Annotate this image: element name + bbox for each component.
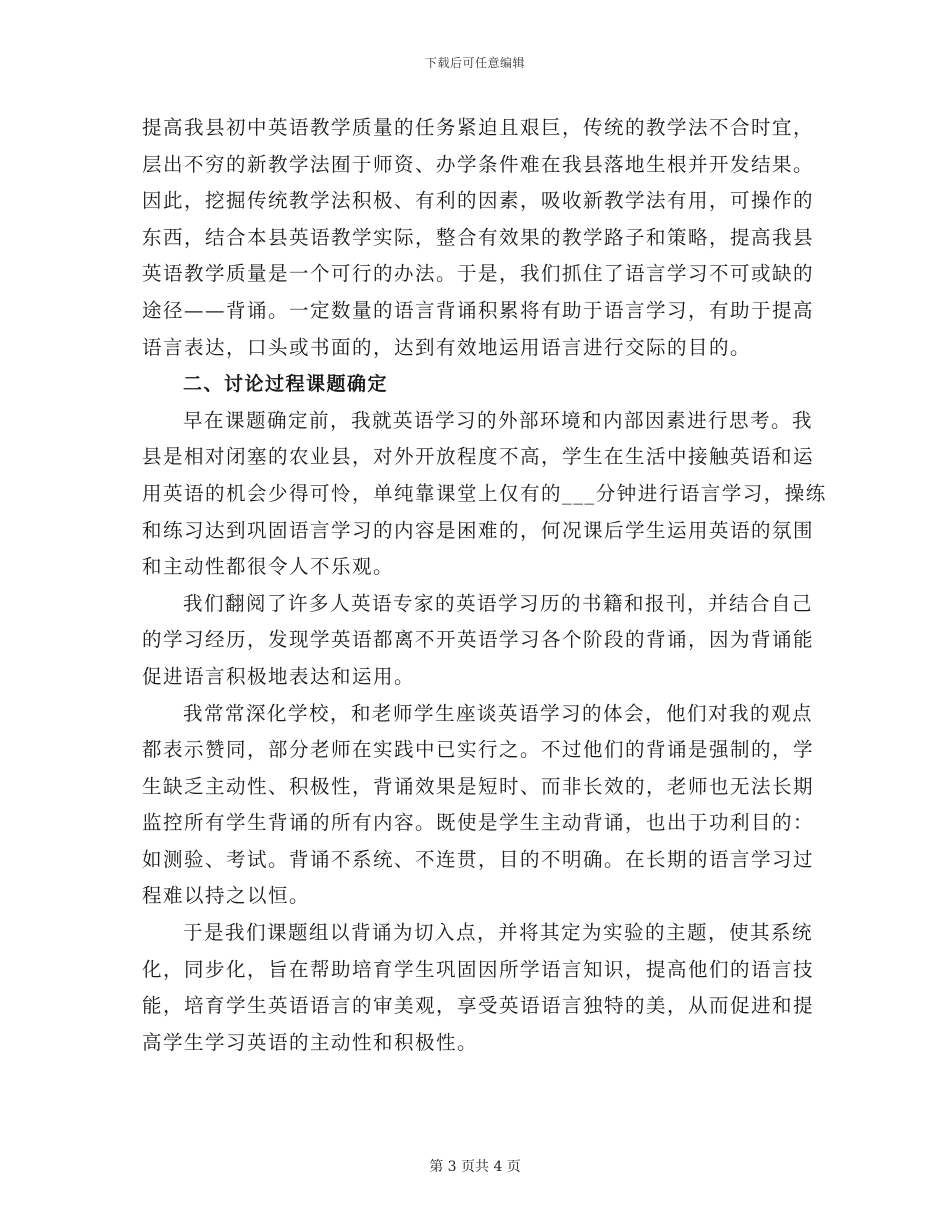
document-body [142,110,832,1061]
page-footer: 第 3 页共 4 页 [429,1159,521,1175]
paragraph-research-goal: 于是我们课题组以背诵为切入点，并将其定为实验的主题，使其系统化，同步化，旨在帮助培育学生巩固因所学语言知识，提高他们的语言技能，培育学生英语语言的审美观，享受英语语言独特的美，从而促进和提高学生学习英语的主动性和积极性。 [142,921,815,1054]
paragraph-intro: 提高我县初中英语教学质量的任务紧迫且艰巨，传统的教学法不合时宜，层出不穷的新教学法囿于师资、办学条件难在我县落地生根并开发结果。因此，挖掘传统教学法积极、有利的因素，吸收新教学法有用，可操作的东西，结合本县英语教学实际，整合有效果的教学路子和策略，提高我县英语教学质量是一个可行的办法。于是，我们抓住了语言学习不可或缺的途径——背诵。一定数量的语言背诵积累将有助于语言学习，有助于提高语言表达，口头或书面的，达到有效地运用语言进行交际的目的。 [142,116,815,359]
page-header: 下载后可任意编辑 [424,56,525,70]
paragraph-school-visits: 我常常深化学校，和老师学生座谈英语学习的体会，他们对我的观点都表示赞同，部分老师在实践中已实行之。不过他们的背诵是强制的，学生缺乏主动性、积极性，背诵效果是短时、而非长效的，老师也无法长期监控所有学生背诵的所有内容。既使是学生主动背诵，也出于功利目的：如测验、考试。背诵不系统、不连贯，目的不明确。在长期的语言学习过程难以持之以恒。 [142,701,815,908]
paragraph-topic-origin: 早在课题确定前，我就英语学习的外部环境和内部因素进行思考。我县是相对闭塞的农业县，对外开放程度不高，学生在生活中接触英语和运用英语的机会少得可怜，单纯靠课堂上仅有的___分钟进行语言学习，操练和练习达到巩固语言学习的内容是困难的，何况课后学生运用英语的氛围和主动性都很令人不乐观。 [142,408,827,579]
paragraph-literature-review: 我们翻阅了许多人英语专家的英语学习历的书籍和报刊，并结合自己的学习经历，发现学英语都离不开英语学习各个阶段的背诵，因为背诵能促进语言积极地表达和运用。 [142,591,815,688]
section-heading: 二、讨论过程课题确定 [183,373,389,396]
